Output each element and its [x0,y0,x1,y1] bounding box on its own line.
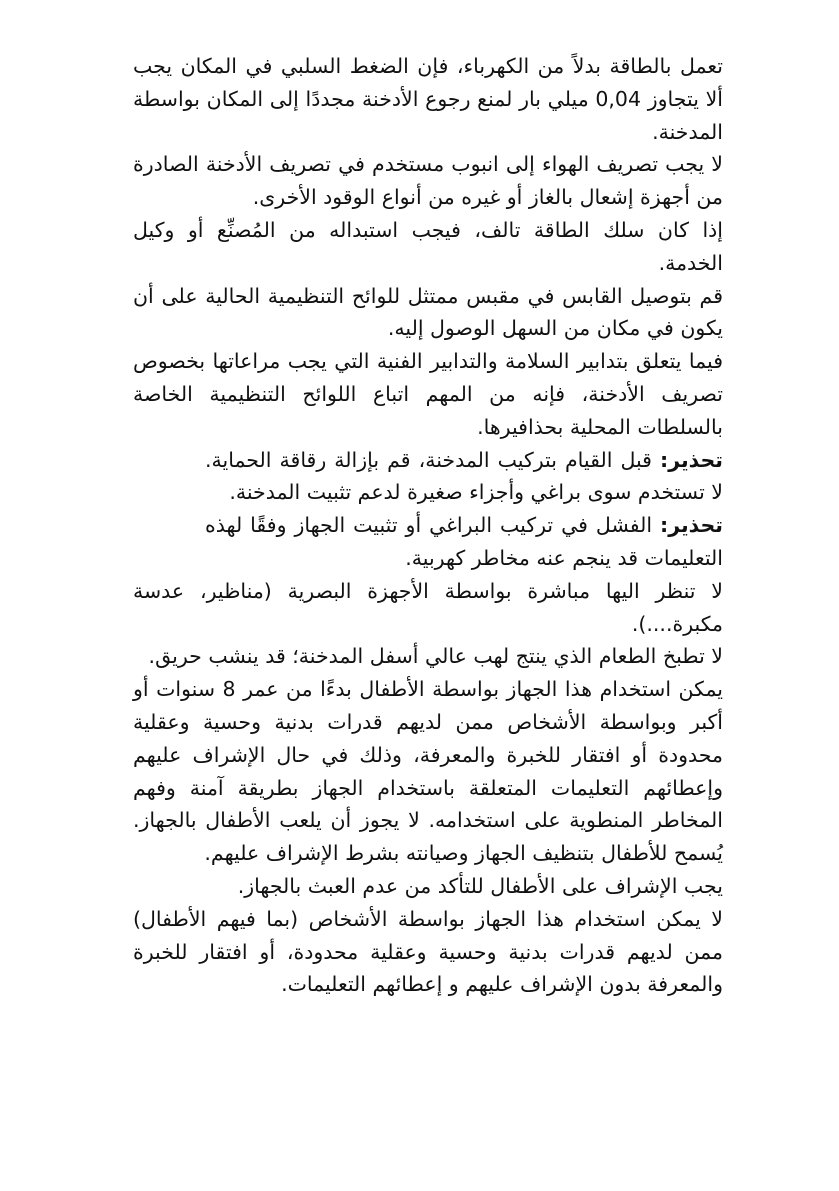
warning-text: قبل القيام بتركيب المدخنة، قم بإزالة رقاقة الحماية. لا تستخدم سوى براغي وأجزاء صغيرة لدعم تثبيت المدخنة. [205,447,723,505]
warning-text: الفشل في تركيب البراغي أو تثبيت الجهاز وفقًا لهذه التعليمات قد ينجم عنه مخاطر كهربية. [205,513,723,570]
paragraph-local-regulations: فيما يتعلق بتدابير السلامة والتدابير الفنية التي يجب مراعاتها بخصوص تصريف الأدخنة، فإنه من المهم اتباع اللوائح التنظيمية الخاصة بالسلطات المحلية بحذافيرها. [133,349,723,439]
document-page [133,50,723,1001]
paragraph-plug-socket: قم بتوصيل القابس في مقبس ممتثل للوائح التنظيمية الحالية على أن يكون في مكان من السهل الوصول إليه. [133,283,723,341]
warning-label: تحذير: [660,447,723,472]
paragraph-children-supervision: يجب الإشراف على الأطفال للتأكد من عدم العبث بالجهاز. [237,873,723,898]
paragraph-negative-pressure: تعمل بالطاقة بدلاً من الكهرباء، فإن الضغط السلبي في المكان يجب ألا يتجاوز 0,04 ميلي بار لمنع رجوع الأدخنة مجددًا إلى المكان بواسطة المدخنة. [133,54,723,144]
paragraph-flame-cooking: لا تطبخ الطعام الذي ينتج لهب عالي أسفل المدخنة؛ قد ينشب حريق. [148,644,723,669]
paragraph-air-discharge: لا يجب تصريف الهواء إلى انبوب مستخدم في تصريف الأدخنة الصادرة من أجهزة إشعال بالغاز أو غيره من أنواع الوقود الأخرى. [133,152,723,210]
warning-screws-electrical [205,509,723,575]
warning-protective-film [205,444,723,510]
warning-label: تحذير: [660,513,723,538]
paragraph-reduced-capabilities: لا يمكن استخدام هذا الجهاز بواسطة الأشخاص (بما فيهم الأطفال) ممن لديهم قدرات بدنية وحسية وعقلية محدودة، أو افتقار للخبرة والمعرفة بدون الإشراف عليهم و إعطائهم التعليمات. [133,906,723,997]
paragraph-power-cord: إذا كان سلك الطاقة تالف، فيجب استبداله من المُصنِّع أو وكيل الخدمة. [133,217,723,275]
paragraph-children-usage: يمكن استخدام هذا الجهاز بواسطة الأطفال بدءًا من عمر 8 سنوات أو أكبر وبواسطة الأشخاص ممن لديهم قدرات بدنية وحسية وعقلية محدودة أو افتقار للخبرة والمعرفة، وذلك في حال الإشراف عليهم وإعطائهم التعليمات المتعلقة باستخدام الجهاز بطريقة آمنة وفهم المخاطر المنطوية على استخدامه. لا يجوز أن يلعب الأطفال بالجهاز. يُسمح للأطفال بتنظيف الجهاز وصيانته بشرط الإشراف عليهم. [133,677,724,866]
paragraph-optical-devices: لا تنظر اليها مباشرة بواسطة الأجهزة البصرية (مناظير، عدسة مكبرة....). [133,578,723,636]
